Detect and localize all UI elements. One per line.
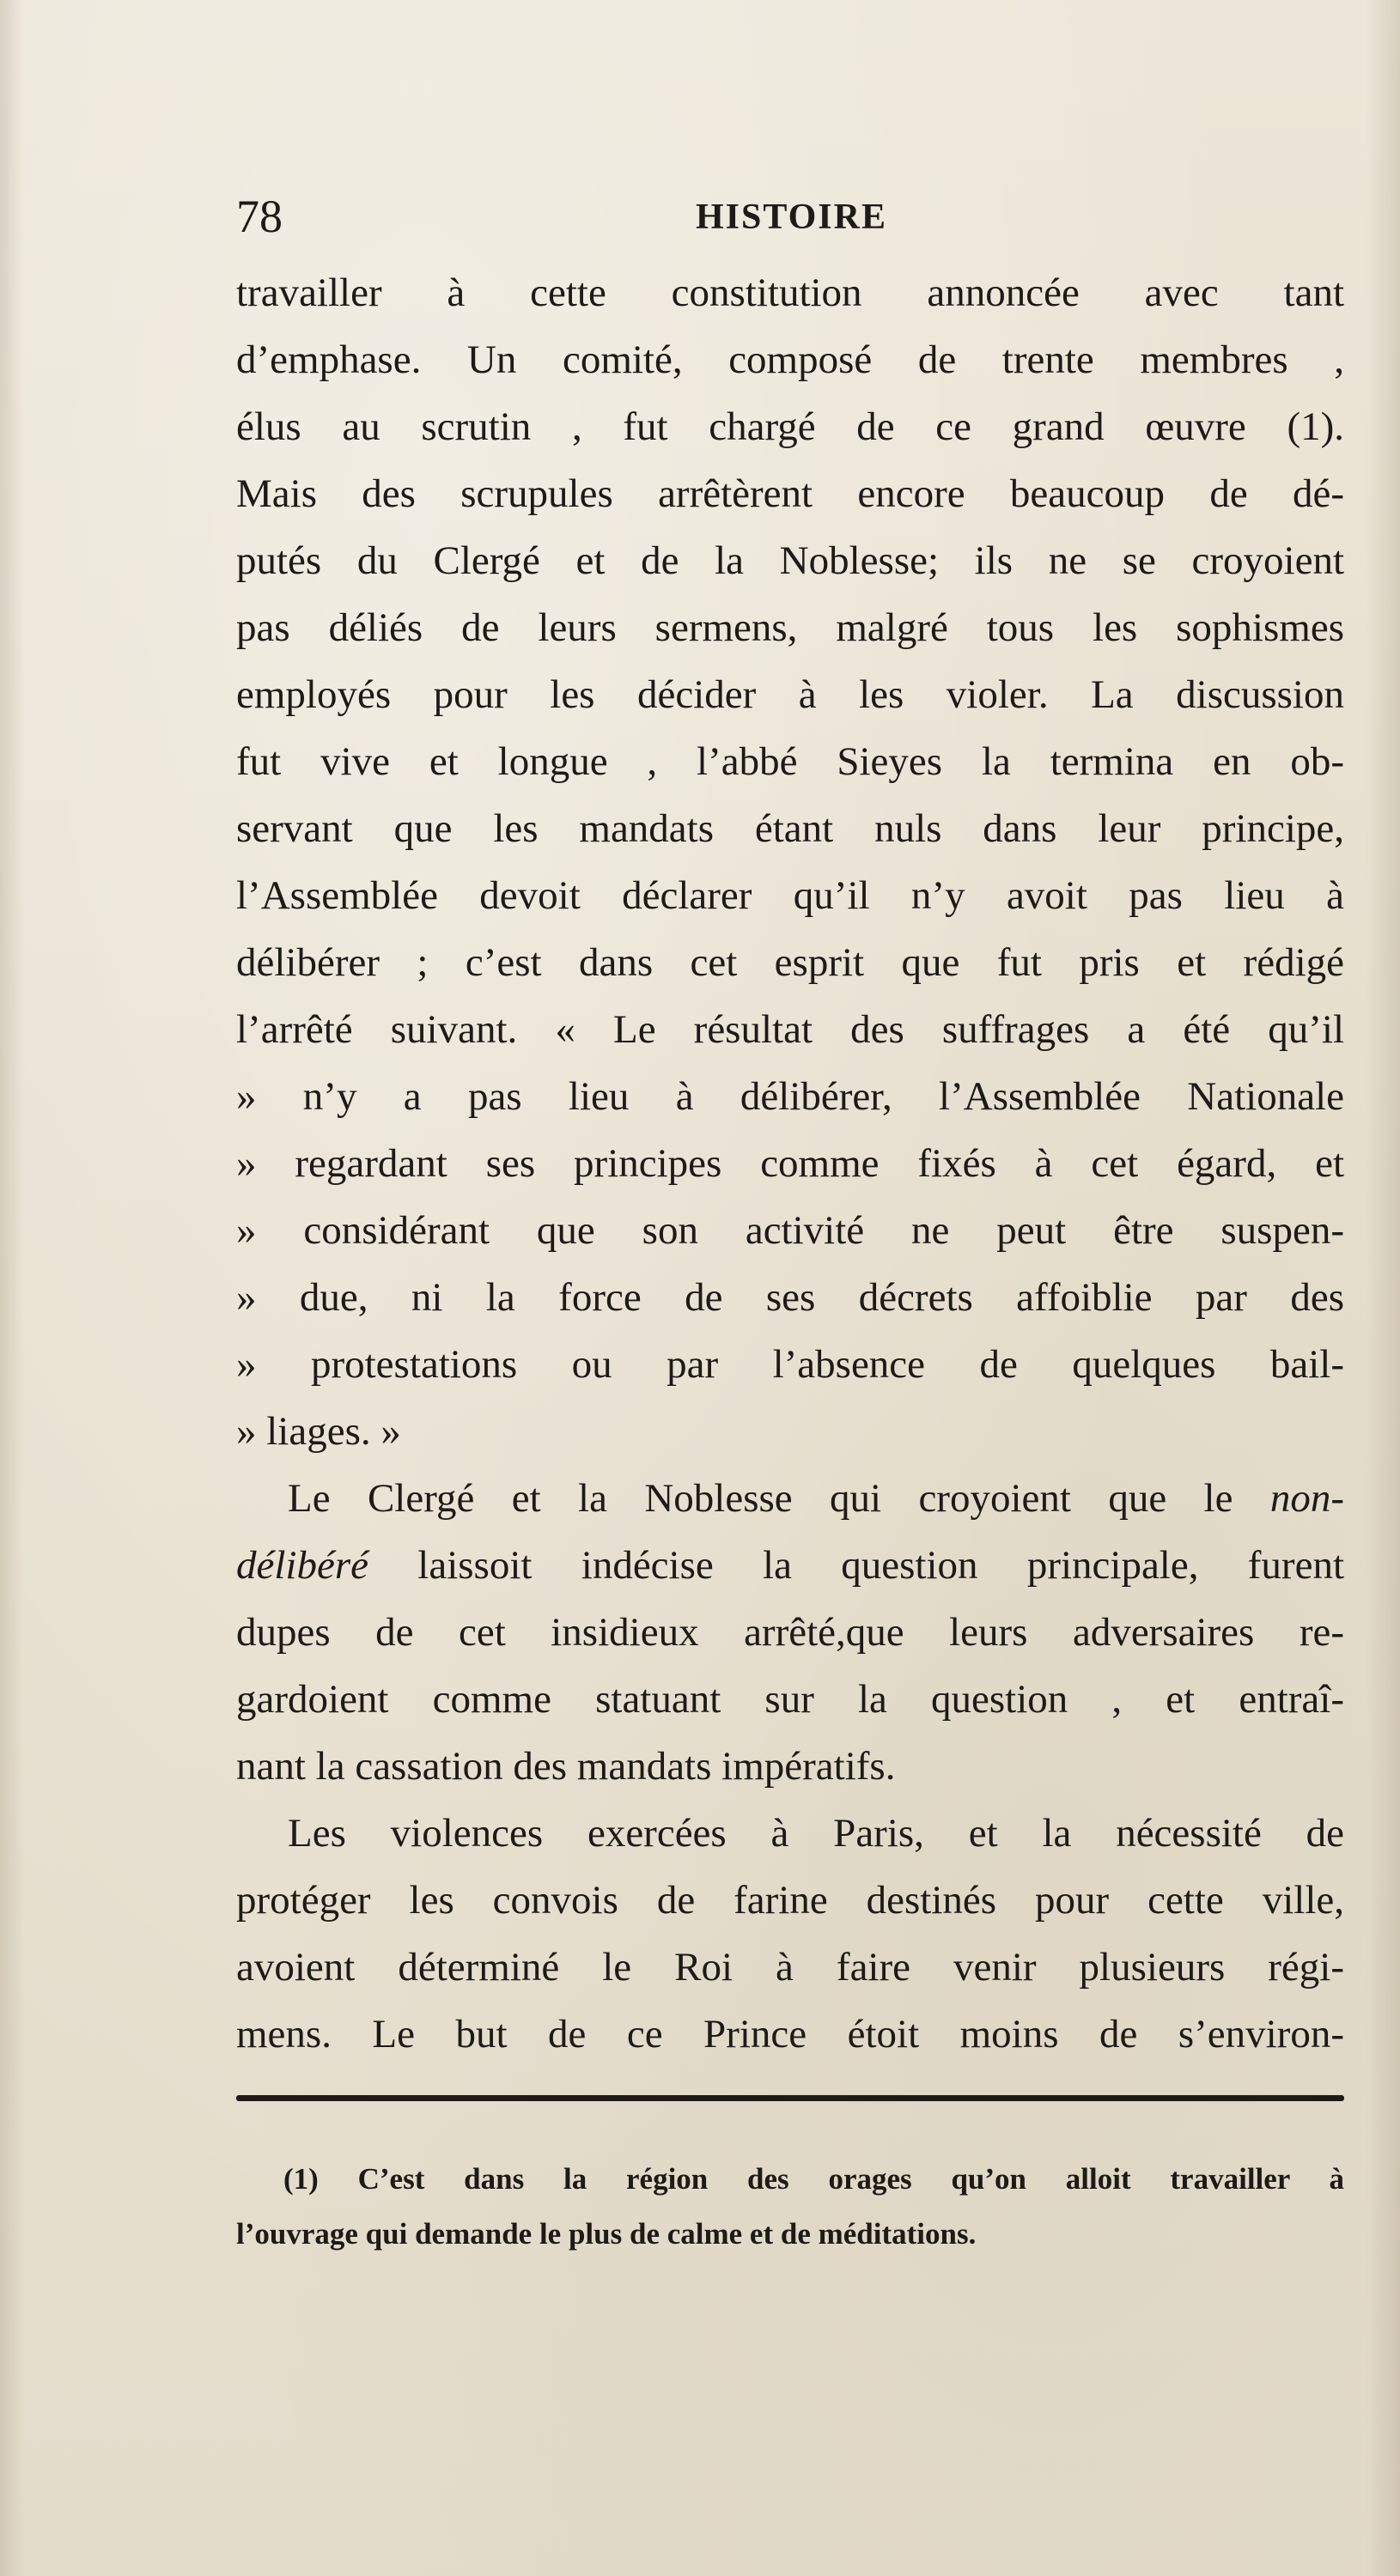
text-line: l’arrêté suivant. « Le résultat des suffrages a été qu’il (236, 1007, 1344, 1052)
italic-term: non- (1269, 1476, 1344, 1521)
text-line: employés pour les décider à les violer. La discussion (236, 672, 1344, 717)
text-line: délibérer ; c’est dans cet esprit que fut pris et rédigé (236, 940, 1344, 985)
text-line: pas déliés de leurs sermens, malgré tous les sophismes (236, 605, 1344, 650)
text-run: Le Clergé et la Noblesse qui croyoient que le (288, 1476, 1270, 1521)
quote-line: » protestations ou par l’absence de quelques bail- (236, 1342, 1344, 1387)
quote-line: » n’y a pas lieu à délibérer, l’Assemblée Nationale (236, 1074, 1344, 1119)
footnote-line: (1) C’est dans la région des orages qu’on alloit travailler à (283, 2162, 1344, 2196)
text-line: putés du Clergé et de la Noblesse; ils ne se croyoient (236, 538, 1344, 583)
text-line (236, 1532, 1344, 1599)
page-edge-shadow-left (0, 0, 24, 2576)
footnote-rule (236, 2095, 1344, 2101)
text-line: servant que les mandats étant nuls dans leur principe, (236, 806, 1344, 851)
footnote (236, 2152, 1344, 2262)
text-line: nant la cassation des mandats impératifs. (236, 1744, 896, 1789)
quote-line: » liages. » (236, 1409, 401, 1454)
text-line: protéger les convois de farine destinés pour cette ville, (236, 1878, 1344, 1923)
running-head (236, 191, 1344, 242)
text-line: Les violences exercées à Paris, et la nécessité de (288, 1811, 1344, 1856)
text-line: avoient déterminé le Roi à faire venir plusieurs régi- (236, 1945, 1344, 1990)
text-run: laissoit indécise la question principale, furent (368, 1543, 1344, 1588)
quote-line: » considérant que son activité ne peut être suspen- (236, 1208, 1344, 1253)
text-line: Mais des scrupules arrêtèrent encore beaucoup de dé- (236, 471, 1344, 516)
text-line: d’emphase. Un comité, composé de trente membres , (236, 337, 1344, 382)
running-title: HISTOIRE (696, 197, 887, 237)
body-text (236, 259, 1344, 2068)
text-line: l’Assemblée devoit déclarer qu’il n’y avoit pas lieu à (236, 873, 1344, 918)
quote-line: » due, ni la force de ses décrets affoiblie par des (236, 1275, 1344, 1320)
text-line: fut vive et longue , l’abbé Sieyes la termina en ob- (236, 739, 1344, 784)
text-line: gardoient comme statuant sur la question , et entraî- (236, 1677, 1344, 1722)
text-line (236, 1465, 1344, 1532)
text-line: dupes de cet insidieux arrêté,que leurs adversaires re- (236, 1610, 1344, 1655)
footnote-line: l’ouvrage qui demande le plus de calme et de méditations. (236, 2217, 977, 2251)
text-line: élus au scrutin , fut chargé de ce grand œuvre (1). (236, 404, 1344, 449)
quote-line: » regardant ses principes comme fixés à cet égard, et (236, 1141, 1344, 1186)
text-line: mens. Le but de ce Prince étoit moins de s’environ- (236, 2012, 1344, 2057)
page-number: 78 (236, 191, 283, 242)
text-line: travailler à cette constitution annoncée avec tant (236, 270, 1344, 315)
page-edge-shadow-right (1366, 0, 1400, 2576)
italic-term: délibéré (236, 1543, 368, 1588)
